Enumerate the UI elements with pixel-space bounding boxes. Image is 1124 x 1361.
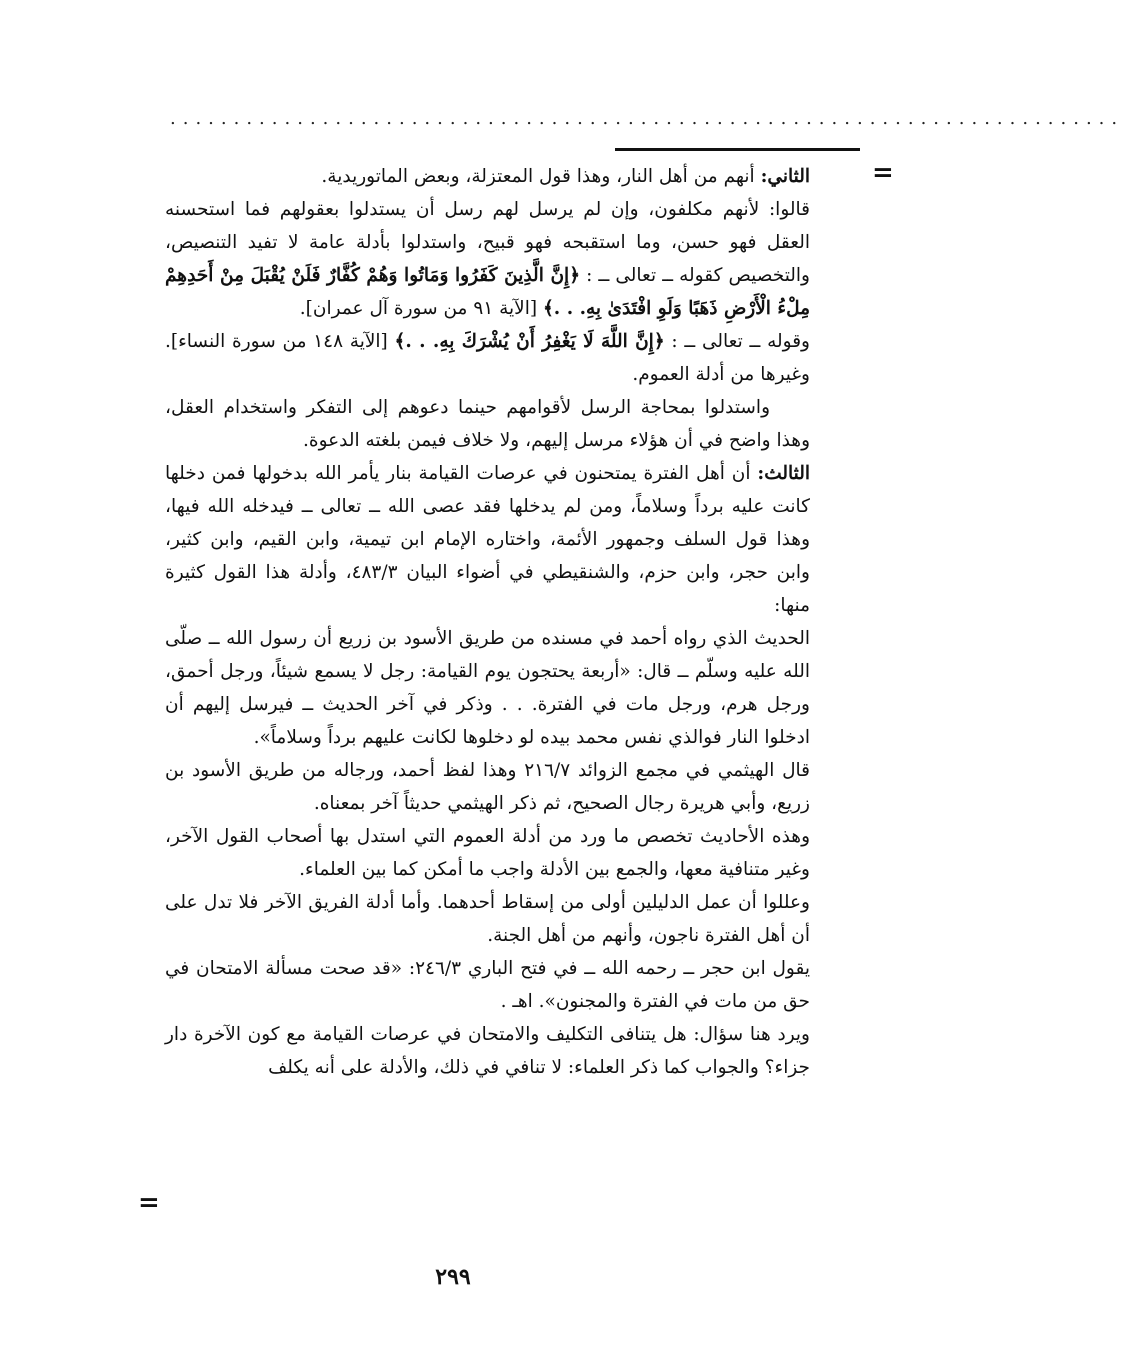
paragraph-text: أنهم من أهل النار، وهذا قول المعتزلة، وبعض الماتوريدية.	[321, 166, 761, 187]
paragraph-haythami	[165, 754, 810, 820]
quran-verse: ﴿إِنَّ اللَّهَ لَا يَغْفِرُ أَنْ يُشْرَكَ بِهِ. . .﴾	[394, 331, 665, 352]
paragraph-reasoning	[165, 886, 810, 952]
page-number: ٢٩٩	[435, 1264, 471, 1290]
paragraph-second-verse	[165, 325, 810, 391]
paragraph-text: يقول ابن حجر ــ رحمه الله ــ في فتح الباري ٢٤٦/٣: «قد صحت مسألة الامتحان في حق من مات في الفترة والمجنون». اهـ .	[165, 958, 811, 1012]
lead-word: الثاني:	[760, 166, 810, 187]
section-rule	[615, 148, 860, 151]
continuation-mark-top: =	[872, 158, 894, 188]
continuation-mark-bottom: =	[138, 1188, 160, 1218]
paragraph-text: وقوله ــ تعالى ــ :	[664, 331, 810, 352]
paragraph-ibn-hajar	[165, 952, 810, 1018]
paragraph-text: ويرد هنا سؤال: هل يتنافى التكليف والامتحان في عرصات القيامة مع كون الآخرة دار جزاء؟ والجواب كما ذكر العلماء: لا تنافي في ذلك، والأدلة على أنه يكلف	[165, 1024, 810, 1078]
paragraph-text: واستدلوا بمحاجة الرسل لأقوامهم حينما دعوهم إلى التفكر واستخدام العقل، وهذا واضح في أن هؤلاء مرسل إليهم، ولا خلاف فيمن بلغته الدعوة.	[165, 397, 810, 451]
quran-verse: ﴿إِنَّ الَّذِينَ كَفَرُوا وَمَاتُوا وَهُمْ كُفَّارٌ فَلَنْ يُقْبَلَ مِنْ أَحَدِهِمْ مِلْءُ الْأَرْضِ ذَهَبًا وَلَوِ افْتَدَىٰ بِهِ. . .﴾	[165, 265, 810, 319]
paragraph-messengers	[165, 391, 810, 457]
lead-word: الثالث:	[757, 463, 810, 484]
page-body	[165, 160, 810, 1084]
paragraph-hadith	[165, 622, 810, 754]
dotted-header-rule: ...........................................................................	[170, 108, 1124, 129]
paragraph-text: قال الهيثمي في مجمع الزوائد ٢١٦/٧ وهذا لفظ أحمد، ورجاله من طريق الأسود بن زريع، وأبي هريرة رجال الصحيح، ثم ذكر الهيثمي حديثاً آخر بمعناه.	[165, 760, 811, 814]
paragraph-third-opinion	[165, 457, 810, 622]
paragraph-text: قالوا: لأنهم مكلفون، وإن لم يرسل لهم رسل أن يستدلوا بعقولهم فما استحسنه العقل فهو حسن، وما استقبحه فهو قبيح، واستدلوا بأدلة عامة لا تفيد التنصيص، والتخصيص كقوله ــ تعالى ــ :	[165, 199, 810, 286]
paragraph-their-argument	[165, 193, 810, 325]
paragraph-text: الحديث الذي رواه أحمد في مسنده من طريق الأسود بن زريع أن رسول الله ــ صلّى الله عليه وسلّم ــ قال: «أربعة يحتجون يوم القيامة: رجل لا يسمع شيئاً، ورجل أحمق، ورجل هرم، ورجل مات في الفترة. . . وذكر في آخر الحديث ــ فيرسل إليهم أن ادخلوا النار فوالذي نفس محمد بيده لو دخلوها لكانت عليهم برداً وسلاماً».	[165, 628, 810, 748]
paragraph-text: وعللوا أن عمل الدليلين أولى من إسقاط أحدهما. وأما أدلة الفريق الآخر فلا تدل على أن أهل الفترة ناجون، وأنهم من أهل الجنة.	[165, 892, 810, 946]
verse-reference: [الآية ١٤٨ من سورة النساء]. وغيرها من أدلة العموم.	[165, 331, 810, 385]
verse-reference: [الآية ٩١ من سورة آل عمران].	[299, 298, 543, 319]
paragraph-specification	[165, 820, 810, 886]
paragraph-text: وهذه الأحاديث تخصص ما ورد من أدلة العموم التي استدل بها أصحاب القول الآخر، وغير متنافية معها، والجمع بين الأدلة واجب ما أمكن كما بين العلماء.	[165, 826, 810, 880]
paragraph-question	[165, 1018, 810, 1084]
paragraph-second-opinion	[165, 160, 810, 193]
paragraph-text: أن أهل الفترة يمتحنون في عرصات القيامة بنار يأمر الله بدخولها فمن دخلها كانت عليه برداً وسلاماً، ومن لم يدخلها فقد عصى الله ــ تعالى ــ فيدخله الله فيها، وهذا قول السلف وجمهور الأئمة، واختاره الإمام ابن تيمية، وابن القيم، وابن كثير، وابن حجر، وابن حزم، والشنقيطي في أضواء البيان ٤٨٣/٣، وأدلة هذا القول كثيرة منها:	[165, 463, 810, 616]
